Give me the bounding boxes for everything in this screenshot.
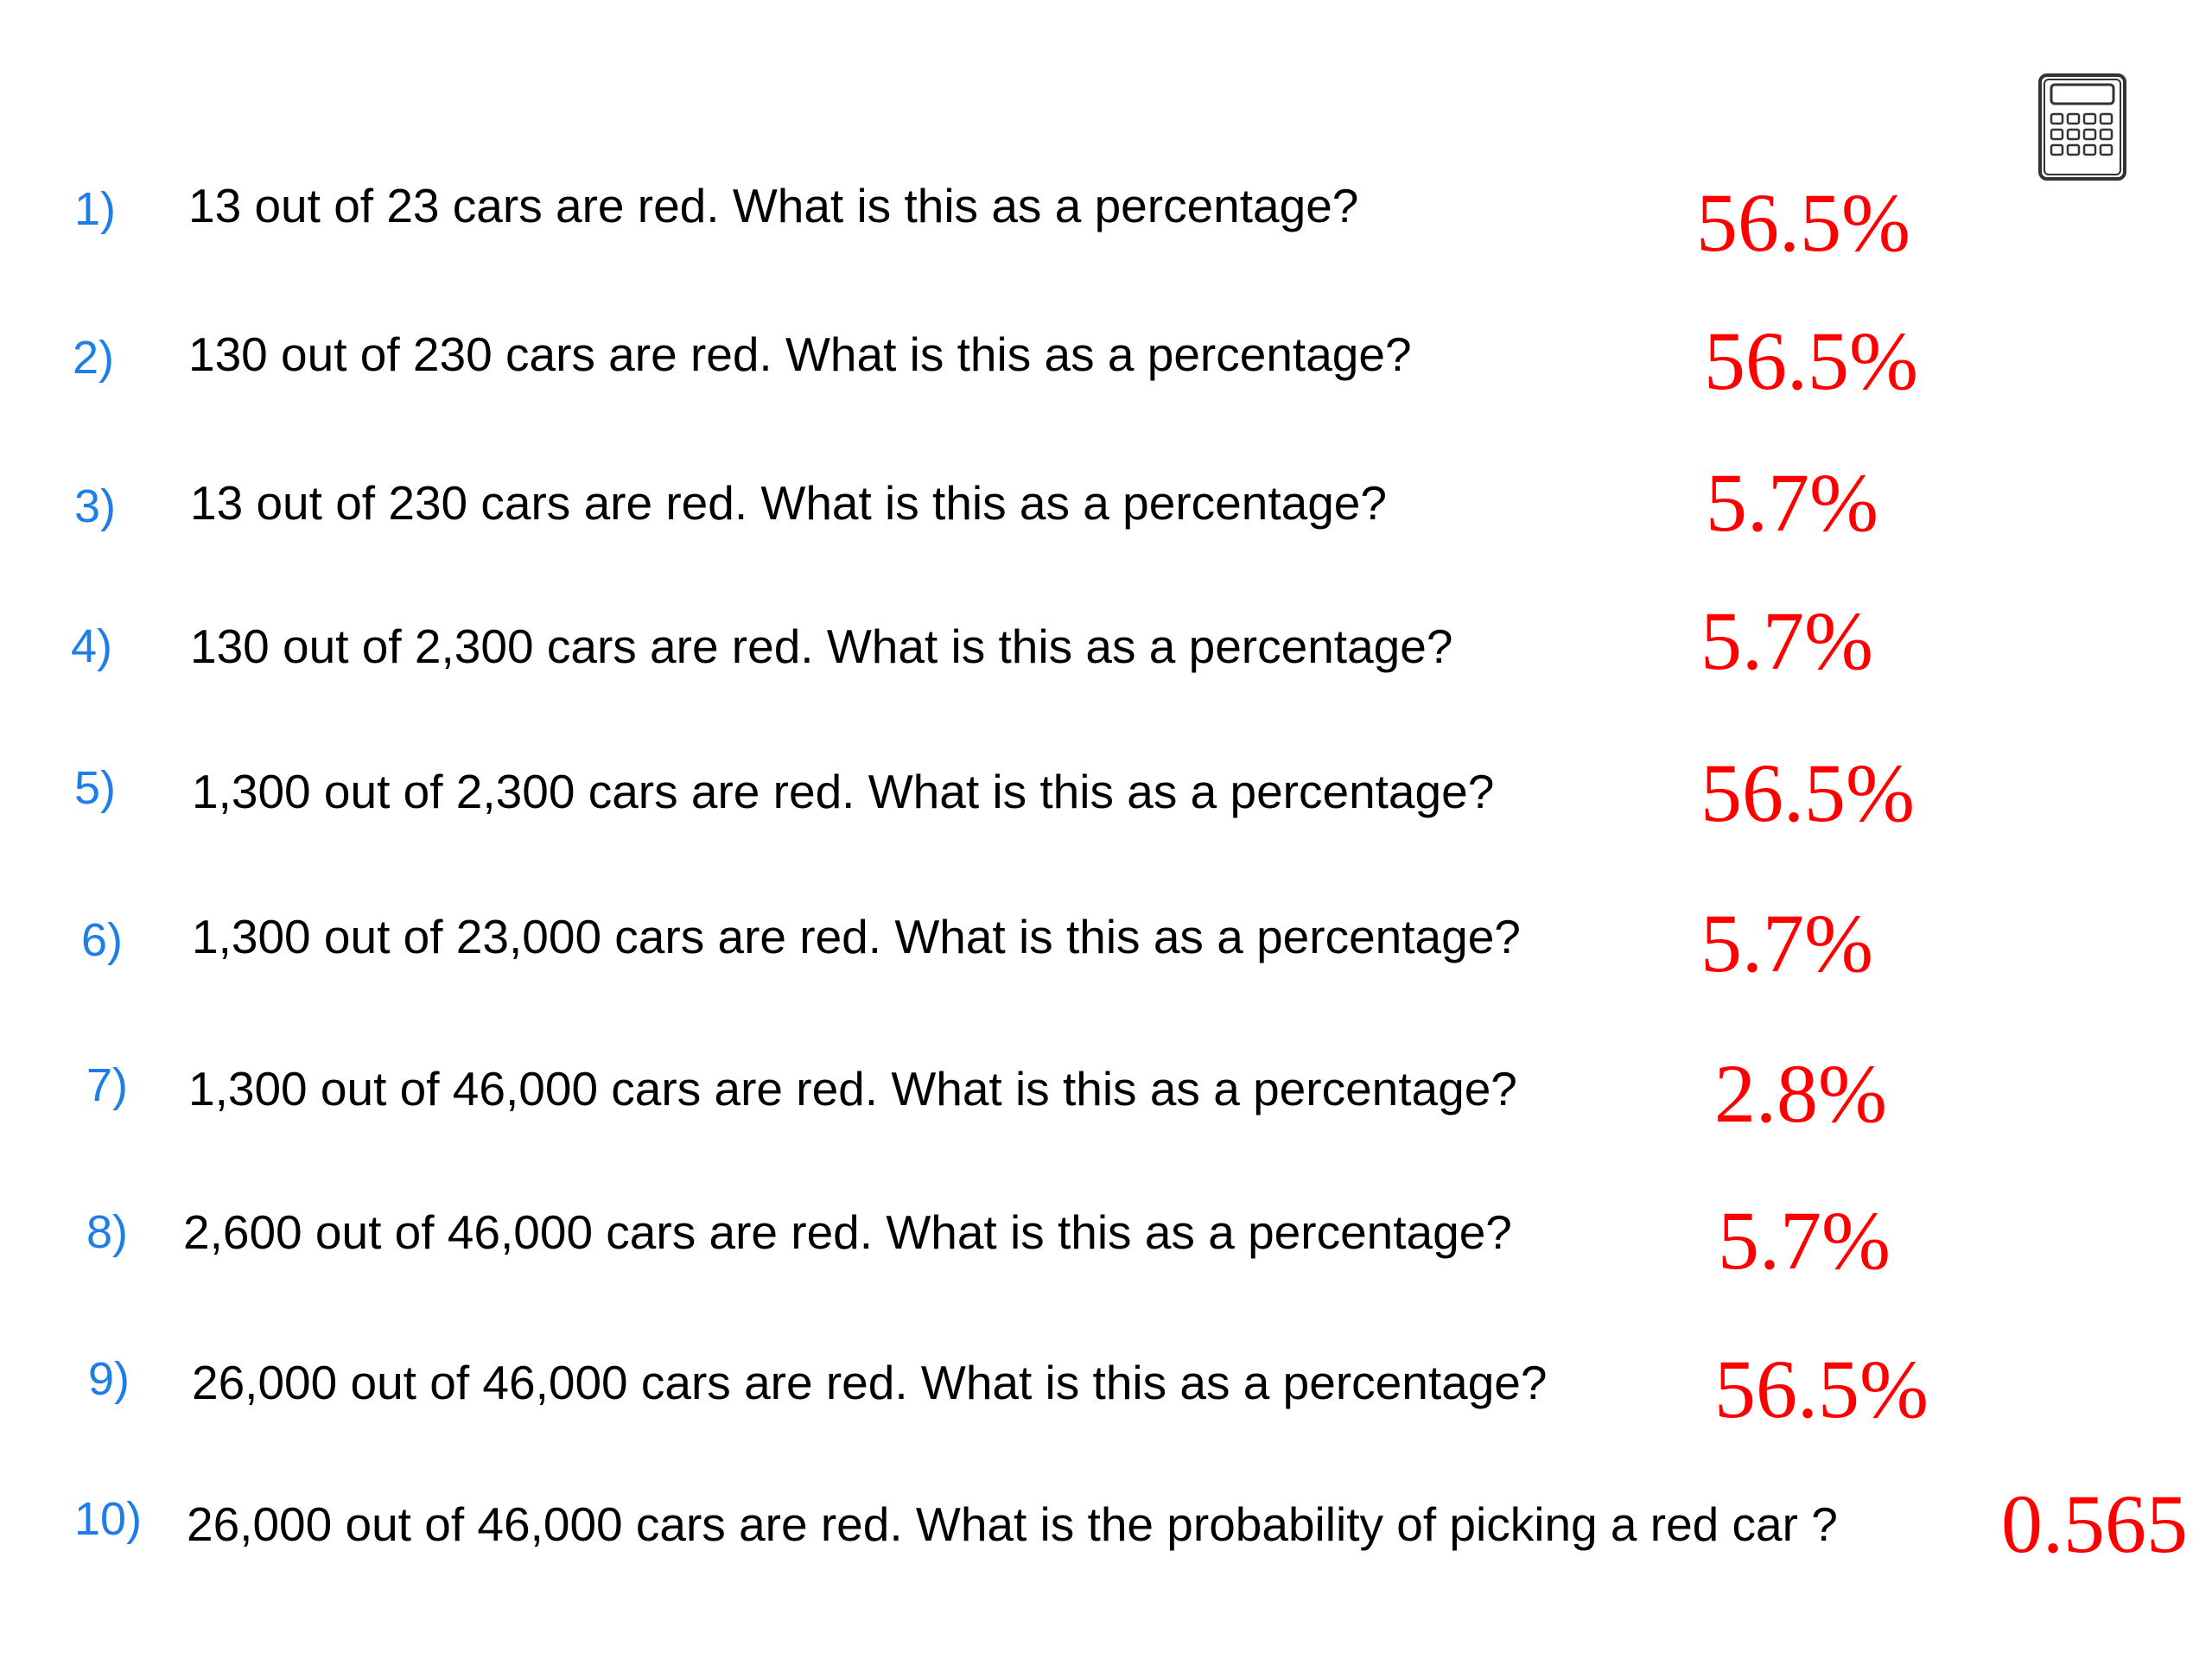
question-number: 1) xyxy=(74,183,117,235)
answer-value: 56.5% xyxy=(1714,1343,1929,1435)
question-number: 6) xyxy=(81,914,124,966)
answer-value: 56.5% xyxy=(1700,747,1915,839)
question-number: 7) xyxy=(86,1059,129,1111)
question-row-8 xyxy=(0,1179,2212,1287)
question-text: 130 out of 2,300 cars are red. What is this as a percentage? xyxy=(190,620,1453,673)
question-text: 1,300 out of 2,300 cars are red. What is this as a percentage? xyxy=(192,765,1495,818)
answer-value: 5.7% xyxy=(1718,1194,1891,1287)
question-text: 13 out of 230 cars are red. What is this as a percentage? xyxy=(190,476,1387,530)
question-number: 4) xyxy=(71,620,113,672)
question-text: 2,600 out of 46,000 cars are red. What is this as a percentage? xyxy=(183,1205,1512,1259)
question-row-4 xyxy=(0,594,2212,698)
answer-value: 5.7% xyxy=(1700,594,1873,687)
question-number: 10) xyxy=(74,1493,143,1545)
question-number: 2) xyxy=(73,332,115,384)
question-row-7 xyxy=(0,1033,2212,1140)
question-text: 1,300 out of 23,000 cars are red. What is this as a percentage? xyxy=(192,910,1521,963)
question-number: 3) xyxy=(74,480,117,532)
question-row-2 xyxy=(0,304,2212,408)
question-text: 26,000 out of 46,000 cars are red. What is the probability of picking a red car ? xyxy=(187,1497,1838,1551)
answer-value: 2.8% xyxy=(1714,1047,1887,1140)
question-text: 1,300 out of 46,000 cars are red. What is this as a percentage? xyxy=(188,1062,1517,1116)
question-row-5 xyxy=(0,736,2212,840)
answer-value: 5.7% xyxy=(1700,897,1873,989)
question-text: 26,000 out of 46,000 cars are red. What is this as a percentage? xyxy=(192,1356,1548,1409)
answer-value: 56.5% xyxy=(1704,315,1918,407)
question-number: 5) xyxy=(74,762,117,814)
question-text: 13 out of 23 cars are red. What is this as a percentage? xyxy=(188,179,1359,232)
question-number: 9) xyxy=(88,1353,130,1405)
question-number: 8) xyxy=(86,1206,129,1258)
question-row-10 xyxy=(0,1464,2212,1570)
question-text: 130 out of 230 cars are red. What is this as a percentage? xyxy=(188,327,1412,381)
question-row-3 xyxy=(0,453,2212,556)
question-row-6 xyxy=(0,885,2212,988)
question-row-9 xyxy=(0,1324,2212,1435)
answer-value: 5.7% xyxy=(1706,456,1878,549)
answer-value: 0.565 xyxy=(2001,1478,2188,1570)
answer-value: 56.5% xyxy=(1696,176,1910,269)
question-row-1 xyxy=(0,156,2212,269)
